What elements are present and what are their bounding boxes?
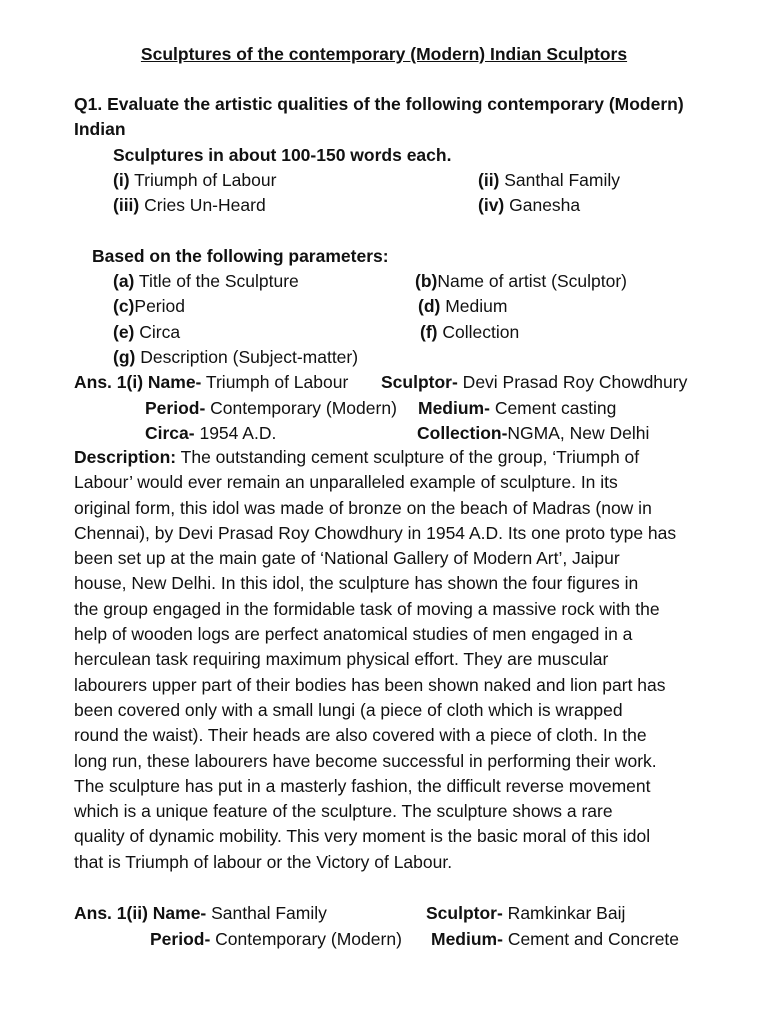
description-line: Description: The outstanding cement sculpture of the group, ‘Triumph of (74, 447, 640, 467)
answer-2-name: Ans. 1(ii) Name- Santhal Family (74, 903, 327, 923)
answer-2-period: Period- Contemporary (Modern) (150, 929, 402, 949)
parameter-item: (c)Period (113, 296, 185, 316)
question-item: (iii) Cries Un-Heard (113, 195, 266, 215)
parameter-item: (a) Title of the Sculpture (113, 271, 299, 291)
description-line: which is a unique feature of the sculpture. The sculpture shows a rare (74, 801, 613, 822)
description-line: been covered only with a small lungi (a piece of cloth which is wrapped (74, 699, 623, 720)
description-line: the group engaged in the formidable task of moving a massive rock with the (74, 598, 660, 619)
answer-1-medium: Medium- Cement casting (418, 398, 617, 418)
parameter-item: (e) Circa (113, 322, 181, 342)
answer-2-medium: Medium- Cement and Concrete (431, 929, 680, 949)
parameter-item: (f) Collection (420, 322, 520, 342)
question-line-2: Indian (74, 119, 126, 139)
description-line: quality of dynamic mobility. This very moment is the basic moral of this idol (74, 826, 651, 847)
question-item: (ii) Santhal Family (478, 170, 620, 190)
description-line: The sculpture has put in a masterly fashion, the difficult reverse movement (74, 775, 651, 796)
parameter-item: (b)Name of artist (Sculptor) (415, 271, 627, 291)
answer-1-period: Period- Contemporary (Modern) (145, 398, 397, 418)
question-item: (iv) Ganesha (478, 195, 581, 215)
description-line: help of wooden logs are perfect anatomical studies of men engaged in a (74, 624, 633, 645)
question-line-1: Q1. Evaluate the artistic qualities of the following contemporary (Modern) (74, 94, 684, 114)
answer-1-description (74, 445, 714, 875)
description-line: original form, this idol was made of bronze on the beach of Madras (now in (74, 497, 652, 518)
answer-1-name: Ans. 1(i) Name- Triumph of Labour (74, 372, 349, 392)
answer-1-circa: Circa- 1954 A.D. (145, 423, 277, 443)
parameter-item: (g) Description (Subject-matter) (113, 347, 359, 367)
question-item: (i) Triumph of Labour (113, 170, 277, 190)
description-line: that is Triumph of labour or the Victory of Labour. (74, 851, 453, 872)
description-line: long run, these labourers have become successful in performing their work. (74, 750, 657, 771)
description-line: been set up at the main gate of ‘National Gallery of Modern Art’, Jaipur (74, 548, 620, 569)
description-line: round the waist). Their heads are also covered with a piece of cloth. In the (74, 725, 647, 746)
description-line: house, New Delhi. In this idol, the sculpture has shown the four figures in (74, 573, 639, 594)
answer-2-sculptor: Sculptor- Ramkinkar Baij (426, 903, 626, 923)
description-line: herculean task requiring maximum physical effort. They are muscular (74, 649, 609, 670)
description-line: labourers upper part of their bodies has been shown naked and lion part has (74, 674, 666, 695)
description-line: Chennai), by Devi Prasad Roy Chowdhury in 1954 A.D. Its one proto type has (74, 522, 677, 543)
page-title: Sculptures of the contemporary (Modern) Indian Sculptors (140, 44, 628, 64)
parameters-heading: Based on the following parameters: (92, 246, 389, 266)
answer-1-sculptor: Sculptor- Devi Prasad Roy Chowdhury (381, 372, 688, 392)
answer-1-collection: Collection-NGMA, New Delhi (417, 423, 650, 443)
parameter-item: (d) Medium (418, 296, 508, 316)
question-line-3: Sculptures in about 100-150 words each. (113, 145, 452, 165)
description-line: Labour’ would ever remain an unparalleled example of sculpture. In its (74, 472, 618, 493)
